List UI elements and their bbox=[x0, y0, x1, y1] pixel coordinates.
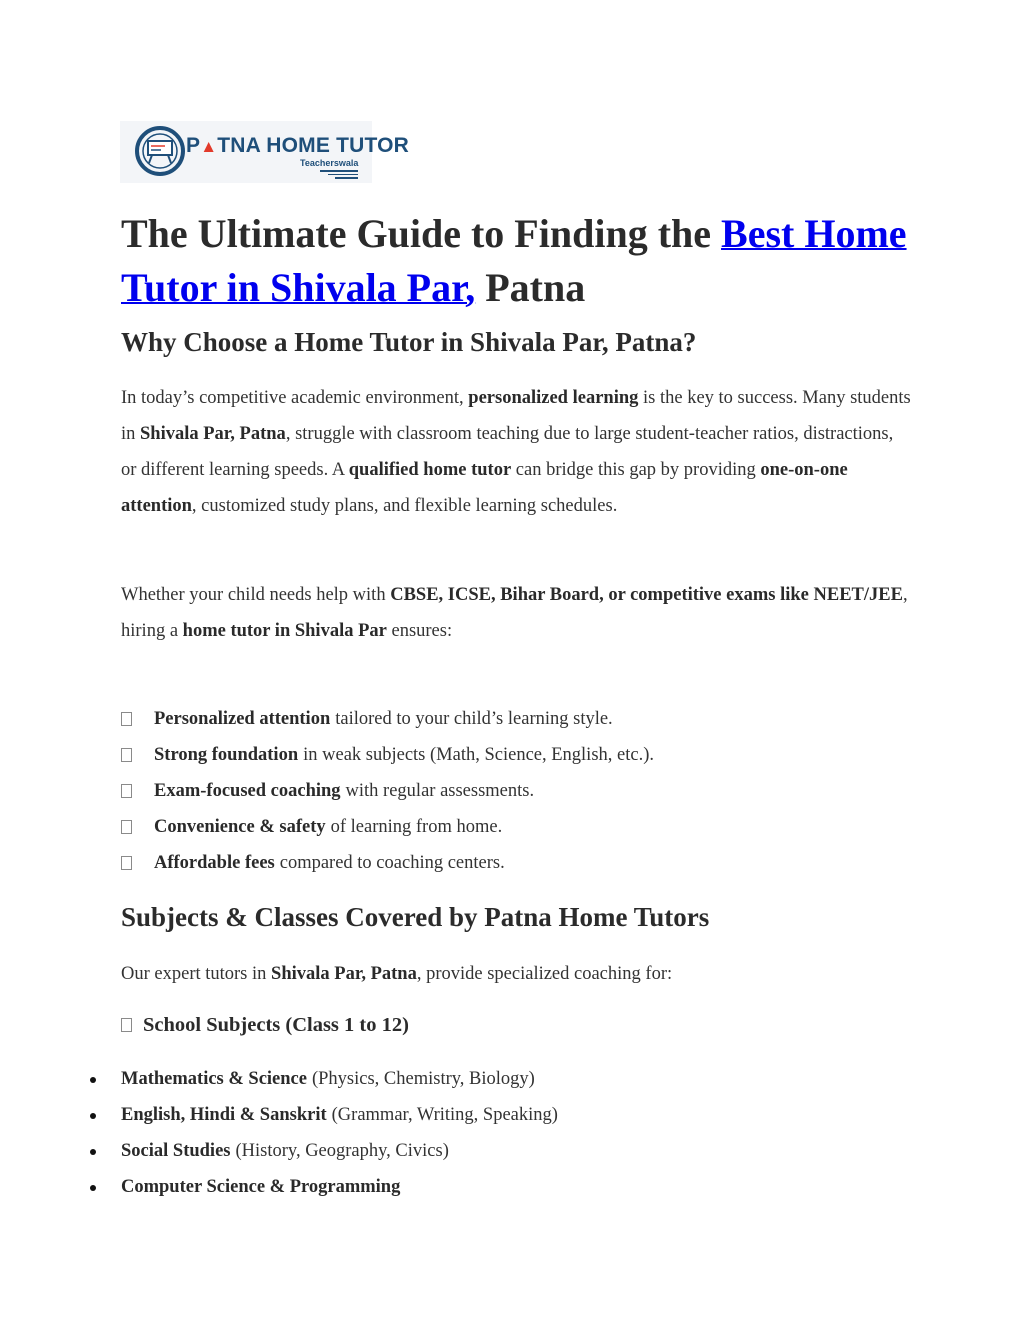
patna-home-tutor-logo bbox=[120, 121, 410, 183]
list-item: Social Studies (History, Geography, Civics) bbox=[121, 1133, 558, 1169]
list-item: Strong foundation in weak subjects (Math, Science, English, etc.). bbox=[121, 737, 654, 773]
why-paragraph: In today’s competitive academic environment, personalized learning is the key to success. Many students in Shivala Par, Patna, struggle with classroom teaching due to large student-teacher ratios, distractions, or different learning speeds. A qualified home tutor can bridge this gap by providing one-on-one attention, customized study plans, and flexible learning schedules. bbox=[121, 388, 911, 516]
list-item: Personalized attention tailored to your child’s learning style. bbox=[121, 701, 654, 737]
checkbox-glyph-icon bbox=[121, 712, 132, 726]
checkbox-glyph-icon bbox=[121, 820, 132, 834]
page-title: The Ultimate Guide to Finding the Best Home Tutor in Shivala Par, Patna bbox=[121, 211, 907, 310]
list-item: Convenience & safety of learning from home. bbox=[121, 809, 654, 845]
logo-tagline: Teacherswala bbox=[300, 158, 359, 168]
subjects-list bbox=[121, 1061, 558, 1205]
tutor-board-icon bbox=[135, 126, 185, 176]
list-item: Affordable fees compared to coaching centers. bbox=[121, 845, 654, 881]
logo-triangle-icon: ▲ bbox=[200, 137, 218, 156]
checkbox-glyph-icon bbox=[121, 1018, 132, 1032]
why-heading: Why Choose a Home Tutor in Shivala Par, Patna? bbox=[121, 327, 697, 357]
school-subjects-heading: School Subjects (Class 1 to 12) bbox=[121, 1008, 409, 1042]
checkbox-glyph-icon bbox=[121, 784, 132, 798]
subjects-heading: Subjects & Classes Covered by Patna Home Tutors bbox=[121, 902, 710, 932]
logo-lines-icon bbox=[320, 170, 358, 181]
subjects-intro: Our expert tutors in Shivala Par, Patna, provide specialized coaching for: bbox=[121, 964, 673, 984]
benefits-list bbox=[121, 701, 654, 881]
checkbox-glyph-icon bbox=[121, 748, 132, 762]
list-item: Computer Science & Programming bbox=[121, 1169, 558, 1205]
logo-wordmark: P▲TNA HOME TUTOR bbox=[186, 134, 410, 157]
checkbox-glyph-icon bbox=[121, 856, 132, 870]
best-home-tutor-link[interactable]: Best Home Tutor in Shivala Par, bbox=[121, 211, 907, 310]
list-item: English, Hindi & Sanskrit (Grammar, Writing, Speaking) bbox=[121, 1097, 558, 1133]
list-item: Mathematics & Science (Physics, Chemistry, Biology) bbox=[121, 1061, 558, 1097]
exams-paragraph: Whether your child needs help with CBSE, ICSE, Bihar Board, or competitive exams like NEET/JEE, hiring a home tutor in Shivala Par ensures: bbox=[121, 585, 908, 641]
list-item: Exam-focused coaching with regular assessments. bbox=[121, 773, 654, 809]
